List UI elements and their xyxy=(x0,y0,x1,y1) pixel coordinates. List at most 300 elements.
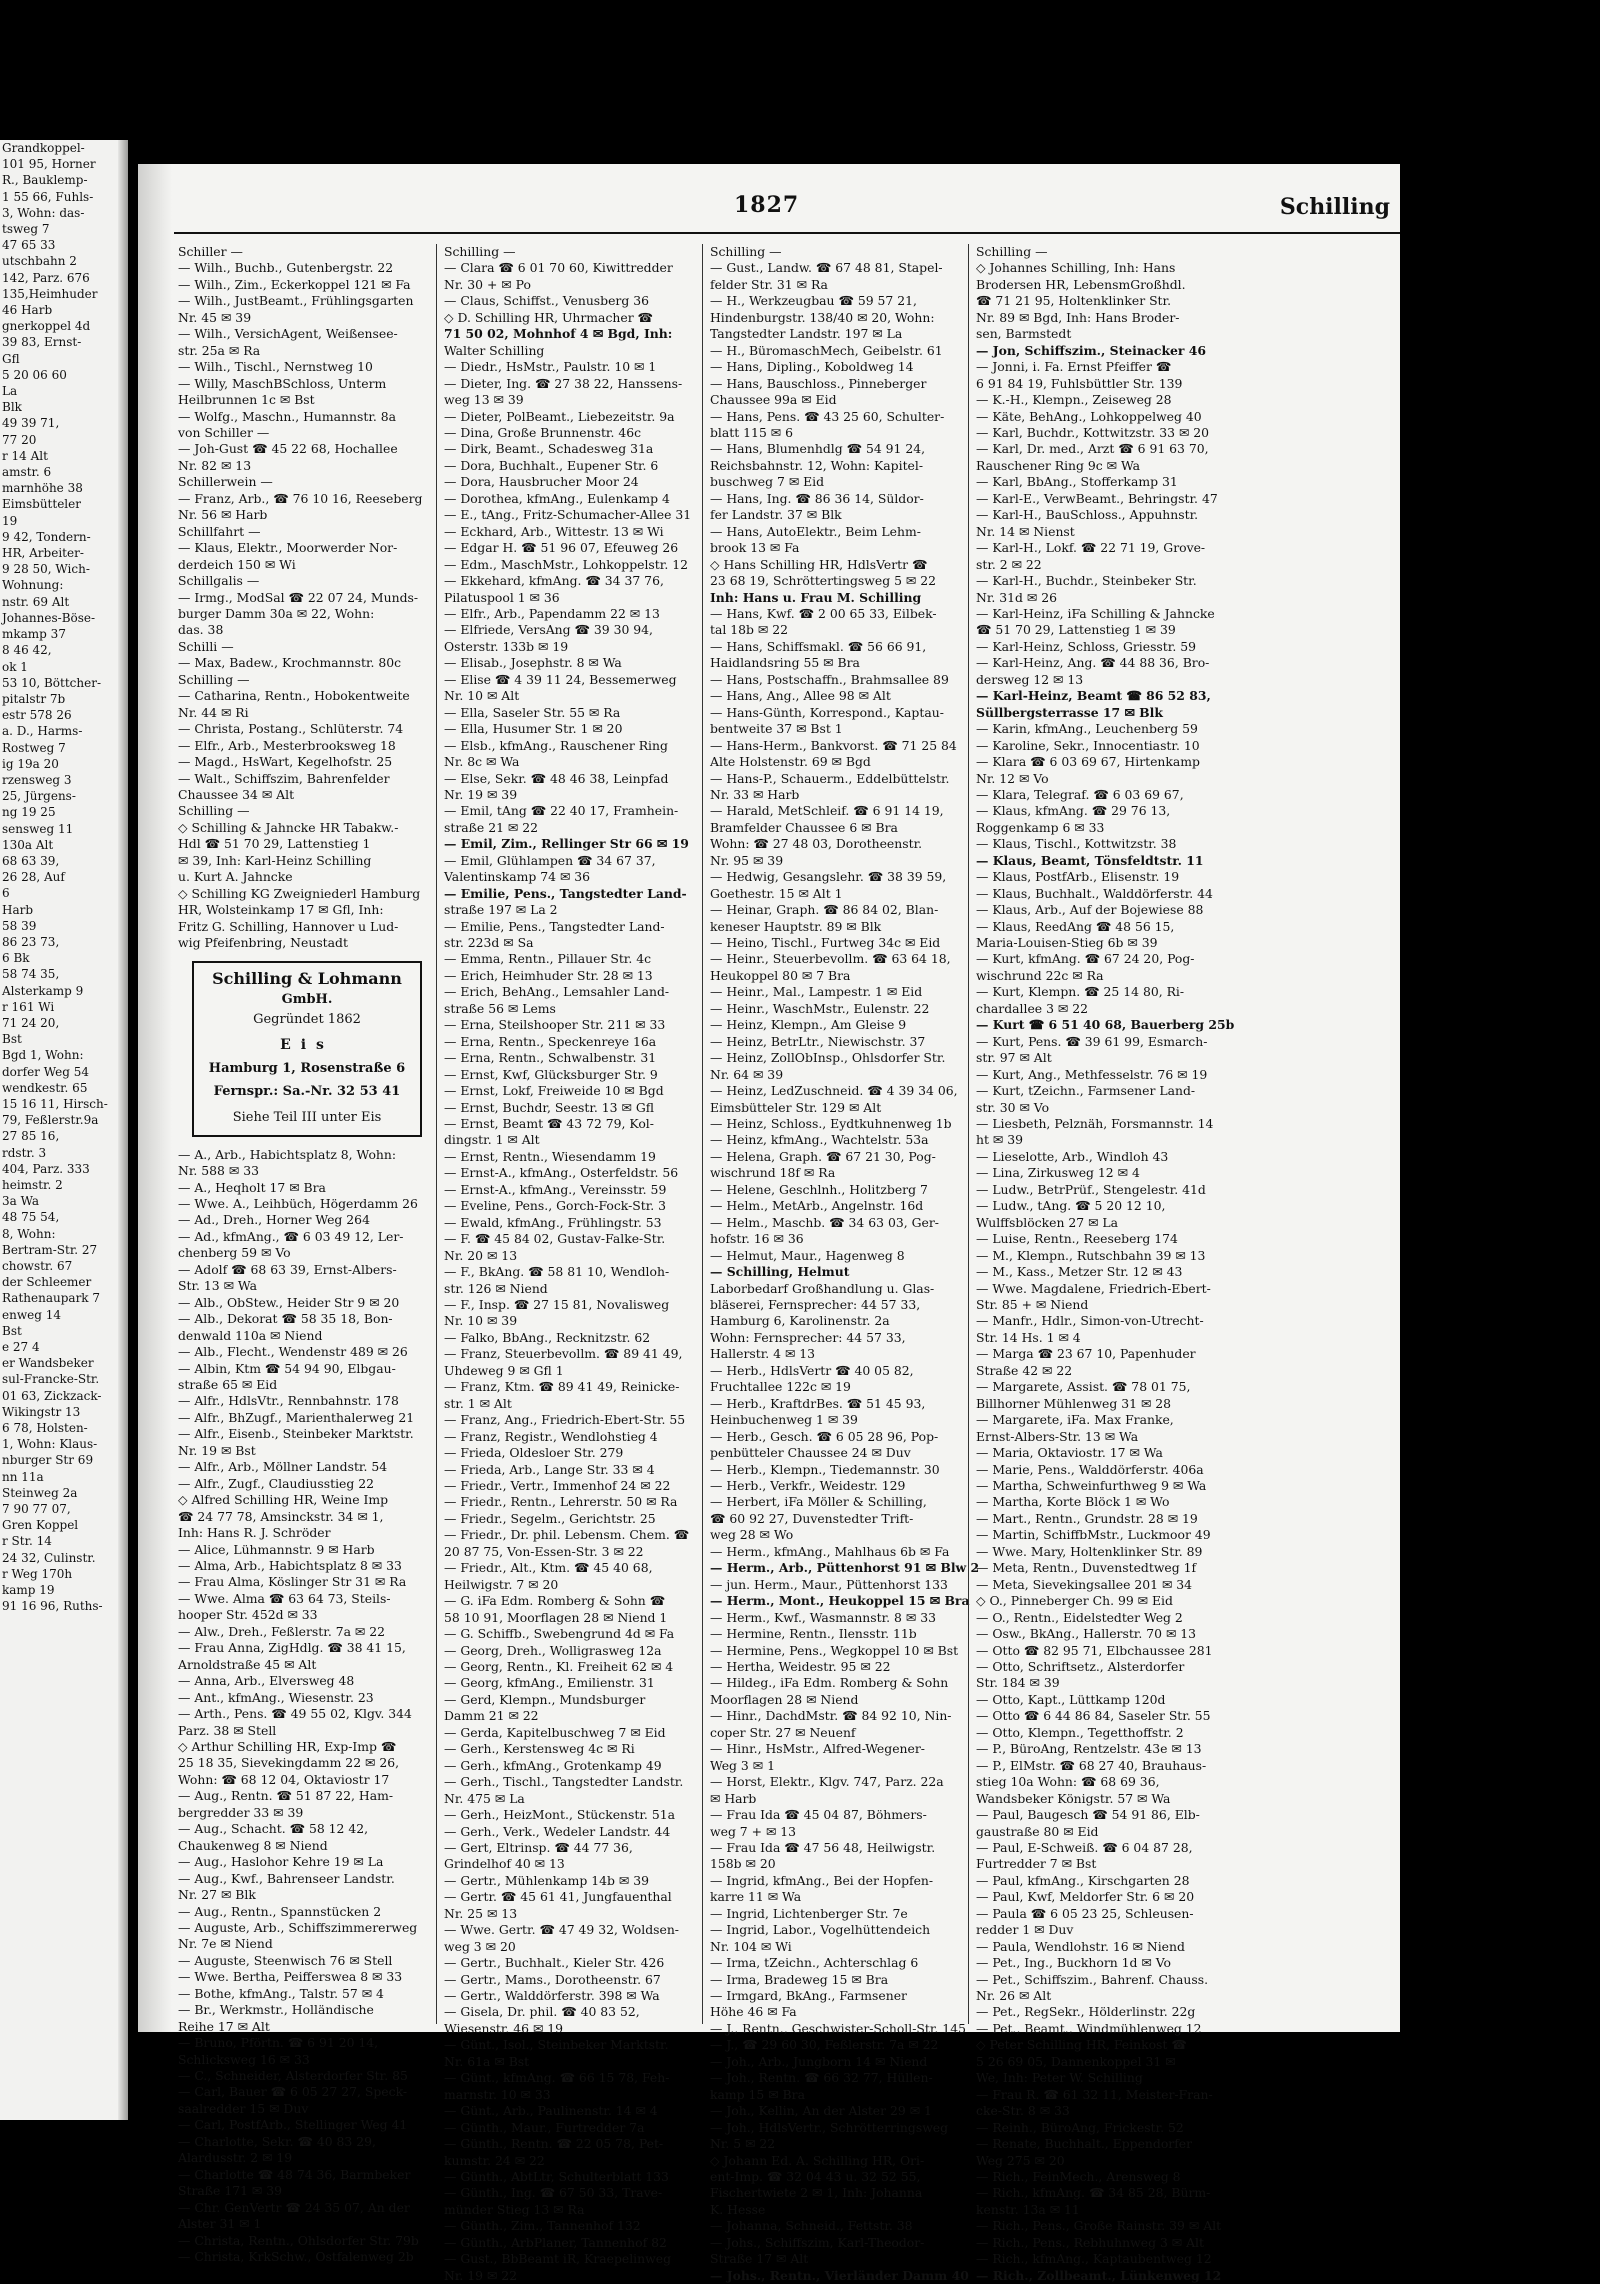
directory-entry: — Ella, Husumer Str. 1 ✉ 20 xyxy=(444,721,623,737)
directory-entry: — Claus, Schiffst., Venusberg 36 xyxy=(444,293,649,309)
directory-entry: Alardusstr. 2 ✉ 19 xyxy=(178,2150,293,2166)
directory-entry: — A., Heqholt 17 ✉ Bra xyxy=(178,1179,326,1195)
directory-entry: — Paula ☎ 6 05 23 25, Schleusen- xyxy=(976,1905,1194,1921)
directory-entry: — Johanna, Schneid., Fettstr. 38 xyxy=(710,2218,913,2234)
previous-page-line: 6 xyxy=(2,886,10,901)
page-running-head: Schilling xyxy=(1279,194,1390,220)
directory-entry: — M., Kass., Metzer Str. 12 ✉ 43 xyxy=(976,1264,1183,1280)
previous-page-line: 86 23 73, xyxy=(2,934,60,949)
directory-entry: Reihe 17 ✉ Alt xyxy=(178,2018,270,2034)
directory-entry: — Helm., MetArb., Angelnstr. 16d xyxy=(710,1198,924,1214)
directory-entry: — Margarete, iFa. Max Franke, xyxy=(976,1412,1174,1428)
directory-entry: — Franz, Steuerbevollm. ☎ 89 41 49, xyxy=(444,1346,683,1362)
column-4 xyxy=(976,244,1235,2283)
directory-entry: Osterstr. 133b ✉ 19 xyxy=(444,638,569,654)
directory-entry: — Max, Badew., Krochmannstr. 80c xyxy=(178,655,402,671)
directory-entry: Str. 184 ✉ 39 xyxy=(976,1675,1060,1691)
advertisement-box xyxy=(192,961,422,1136)
directory-entry: — Helena, Graph. ☎ 67 21 30, Pog- xyxy=(710,1148,936,1164)
directory-entry: — Käte, BehAng., Lohkoppelweg 40 xyxy=(976,408,1202,424)
directory-entry: blatt 115 ✉ 6 xyxy=(710,424,793,440)
directory-entry: — Hans-Herm., Bankvorst. ☎ 71 25 84 xyxy=(710,737,957,753)
directory-entry: — Gertr., Mams., Dorotheenstr. 67 xyxy=(444,1971,661,1987)
directory-entry: Nr. 588 ✉ 33 xyxy=(178,1163,259,1179)
previous-page-line: chowstr. 67 xyxy=(2,1259,73,1274)
directory-entry: — Helm., Maschb. ☎ 34 63 03, Ger- xyxy=(710,1214,939,1230)
ad-product: Eis xyxy=(280,1036,334,1053)
directory-entry: — F., Insp. ☎ 27 15 81, Novalisweg xyxy=(444,1297,670,1312)
directory-entry: — Aug., Rentn. ☎ 51 87 22, Ham- xyxy=(178,1788,394,1804)
directory-entry: Schilling — xyxy=(444,244,516,259)
directory-entry: — Dieter, Ing. ☎ 27 38 22, Hanssens- xyxy=(444,375,683,391)
directory-entry: — Georg, Dreh., Wolligrasweg 12a xyxy=(444,1642,662,1658)
directory-entry: ☎ 60 92 27, Duvenstedter Trift- xyxy=(710,1510,914,1526)
previous-page-line: 5 20 06 60 xyxy=(2,367,67,382)
directory-entry: — Elisab., Josephstr. 8 ✉ Wa xyxy=(444,655,622,671)
directory-entry: — Lina, Zirkusweg 12 ✉ 4 xyxy=(976,1165,1140,1181)
directory-entry: — Charlotte ☎ 48 74 36, Barmbeker xyxy=(178,2166,411,2182)
directory-entry: — Horst, Elektr., Klgv. 747, Parz. 22a xyxy=(710,1774,944,1790)
previous-page-line: sul-Francke-Str. xyxy=(2,1372,100,1387)
directory-entry: 6 91 84 19, Fuhlsbüttler Str. 139 xyxy=(976,375,1183,391)
previous-page-line: 24 32, Culinstr. xyxy=(2,1550,96,1565)
directory-entry: — Ludw., BetrPrüf., Stengelestr. 41d xyxy=(976,1181,1206,1197)
previous-page-line: Bgd 1, Wohn: xyxy=(2,1048,84,1063)
directory-entry: — Kurt, kfmAng. ☎ 67 24 20, Pog- xyxy=(976,951,1195,967)
directory-entry: — Heinr., WaschMstr., Eulenstr. 22 xyxy=(710,1000,930,1016)
directory-entry: — Heinz, LedZuschneid. ☎ 4 39 34 06, xyxy=(710,1083,958,1099)
directory-entry: — Willy, MaschBSchloss, Unterm xyxy=(178,375,387,391)
directory-entry: — Günt., Isol., Steinbeker Marktstr. xyxy=(444,2037,669,2053)
directory-entry: Wandsbeker Königstr. 57 ✉ Wa xyxy=(976,1790,1171,1806)
previous-page-line: nn 11a xyxy=(2,1469,44,1484)
previous-page-line: 101 95, Horner xyxy=(2,157,96,172)
directory-entry: Walter Schilling xyxy=(444,342,545,358)
previous-page-line: 142, Parz. 676 xyxy=(2,270,90,285)
previous-page-text xyxy=(0,140,128,1614)
directory-entry: — Irmg., ModSal ☎ 22 07 24, Munds- xyxy=(178,589,419,605)
directory-entry: — Heinz, kfmAng., Wachtelstr. 53a xyxy=(710,1132,929,1148)
directory-entry: — Dora, Hausbrucher Moor 24 xyxy=(444,474,639,490)
directory-entry: — Erich, BehAng., Lemsahler Land- xyxy=(444,984,670,1000)
directory-entry: — Karl-Heinz, iFa Schilling & Jahncke xyxy=(976,605,1215,621)
directory-entry: Schiller — xyxy=(178,244,243,259)
directory-entry: Hdl ☎ 51 70 29, Lattenstieg 1 xyxy=(178,836,371,852)
directory-entry: — Günth., Maur., Furtredder 7a xyxy=(444,2119,645,2135)
directory-entry: fer Landstr. 37 ✉ Blk xyxy=(710,507,842,523)
directory-entry: — Johs., Rentn., Vierländer Damm 40 xyxy=(710,2267,969,2283)
directory-entry: — Joh-Gust ☎ 45 22 68, Hochallee xyxy=(178,441,398,457)
directory-entry: — Herb., HdlsVertr ☎ 40 05 82, xyxy=(710,1362,914,1378)
directory-entry: — Otto, Schriftsetz., Alsterdorfer xyxy=(976,1658,1185,1674)
directory-entry: — Dirk, Beamt., Schadesweg 31a xyxy=(444,441,654,457)
directory-entry: — Günth., AbtLtr, Schulterblatt 133 xyxy=(444,2169,669,2185)
directory-entry: bergredder 33 ✉ 39 xyxy=(178,1804,304,1820)
previous-page-line: ig 19a 20 xyxy=(2,756,59,771)
directory-entry: — Luise, Rentn., Reeseberg 174 xyxy=(976,1231,1178,1247)
directory-entry: — Gerh., Kerstensweg 4c ✉ Ri xyxy=(444,1741,635,1757)
previous-page-line: HR, Arbeiter- xyxy=(2,546,84,561)
directory-entry: — Ernst, Beamt ☎ 43 72 79, Kol- xyxy=(444,1116,654,1132)
directory-entry: — Lieselotte, Arb., Windloh 43 xyxy=(976,1148,1169,1164)
directory-entry: — Gert, Eltrinsp. ☎ 44 77 36, xyxy=(444,1839,633,1855)
directory-entry: — Falko, BbAng., Recknitzstr. 62 xyxy=(444,1329,651,1345)
previous-page-line: Bertram-Str. 27 xyxy=(2,1242,98,1257)
directory-entry: weg 13 ✉ 39 xyxy=(444,392,524,408)
directory-entry: — Martha, Korte Blöck 1 ✉ Wo xyxy=(976,1494,1170,1510)
directory-entry: — Klara ☎ 6 03 69 67, Hirtenkamp xyxy=(976,754,1200,770)
directory-entry: — Paul, Kwf, Meldorfer Str. 6 ✉ 20 xyxy=(976,1889,1195,1905)
directory-entry: — Paula, Wendlohstr. 16 ✉ Niend xyxy=(976,1938,1185,1954)
directory-entry: Straße 42 ✉ 22 xyxy=(976,1362,1073,1378)
directory-entry: — Edgar H. ☎ 51 96 07, Efeuweg 26 xyxy=(444,540,679,556)
directory-entry: weg 3 ✉ 20 xyxy=(444,1938,516,1954)
directory-entry: 5 26 69 05, Dannenkoppel 31 ✉ xyxy=(976,2053,1176,2069)
directory-entry: — Clara ☎ 6 01 70 60, Kiwittredder xyxy=(444,260,673,276)
page-gutter xyxy=(118,140,128,2120)
directory-entry: str. 25a ✉ Ra xyxy=(178,342,261,358)
directory-entry: — Hans, AutoElektr., Beim Lehm- xyxy=(710,523,921,539)
page-header xyxy=(174,170,1400,230)
directory-entry: — Wwe. Magdalene, Friedrich-Ebert- xyxy=(976,1280,1211,1296)
directory-entry: Weg 3 ✉ 1 xyxy=(710,1757,775,1773)
directory-entry: — Frieda, Oldesloer Str. 279 xyxy=(444,1445,624,1461)
directory-entry: — Wwe. Mary, Holtenklinker Str. 89 xyxy=(976,1543,1203,1559)
directory-entry: — Hans, Postschaffn., Brahmsallee 89 xyxy=(710,671,949,687)
directory-entry: — Alfr., Arb., Möllner Landstr. 54 xyxy=(178,1459,388,1475)
directory-entry: — Dorothea, kfmAng., Eulenkamp 4 xyxy=(444,490,670,506)
directory-entry: — Schilling, Helmut xyxy=(710,1264,850,1280)
previous-page-line: er Wandsbeker xyxy=(2,1356,94,1371)
directory-entry: — Christa, KrkSchw., Ostfalenweg 2b xyxy=(178,2249,414,2265)
directory-entry: — Alb., ObStew., Heider Str 9 ✉ 20 xyxy=(178,1294,400,1310)
directory-entry: Nr. 31d ✉ 26 xyxy=(976,589,1058,605)
directory-entry: — Catharina, Rentn., Hobokentweite xyxy=(178,688,410,704)
directory-entry: Nr. 20 ✉ 13 xyxy=(444,1247,518,1263)
directory-entry: — Ad., Dreh., Horner Weg 264 xyxy=(178,1212,370,1228)
directory-entry: Hindenburgstr. 138/40 ✉ 20, Wohn: xyxy=(710,309,935,325)
previous-page-line: 8, Wohn: xyxy=(2,1226,56,1241)
previous-page-line: 3, Wohn: das- xyxy=(2,205,85,220)
directory-entry: — Gust., Landw. ☎ 67 48 81, Stapel- xyxy=(710,260,943,276)
directory-entry: Weg 275 ✉ 20 xyxy=(976,2152,1065,2168)
directory-entry: straße 197 ✉ La 2 xyxy=(444,902,558,918)
directory-entry: — Eckhard, Arb., Wittestr. 13 ✉ Wi xyxy=(444,523,664,539)
directory-entry: — Gerh., HeizMont., Stückenstr. 51a xyxy=(444,1807,675,1823)
directory-entry: — Bothe, kfmAng., Talstr. 57 ✉ 4 xyxy=(178,1985,384,2001)
directory-entry: Schilling — xyxy=(178,671,250,687)
directory-entry: Nr. 44 ✉ Ri xyxy=(178,704,249,720)
directory-entry: hofstr. 16 ✉ 36 xyxy=(710,1231,804,1247)
directory-entry: Wohn: ☎ 27 48 03, Dorotheenstr. xyxy=(710,836,923,852)
previous-page-line: 130a Alt xyxy=(2,837,54,852)
previous-page-line: 71 24 20, xyxy=(2,1015,60,1030)
previous-page-line: 9 28 50, Wich- xyxy=(2,562,90,577)
directory-entry: — Wwe. A., Leihbüch, Högerdamm 26 xyxy=(178,1196,418,1212)
directory-entry: wischrund 18f ✉ Ra xyxy=(710,1165,836,1181)
directory-entry: — Hans, Kwf. ☎ 2 00 65 33, Eilbek- xyxy=(710,605,937,621)
directory-entry: derdeich 150 ✉ Wi xyxy=(178,556,296,572)
directory-entry: — Frieda, Arb., Lange Str. 33 ✉ 4 xyxy=(444,1461,655,1477)
directory-entry: — Rich., Pens., Große Rainstr. 39 ✉ Alt xyxy=(976,2218,1222,2234)
directory-entry: — Joh., Kellin, An der Alster 29 ✉ 1 xyxy=(710,2103,932,2119)
directory-entry: — Pet., RegSekr., Hölderlinstr. 22g xyxy=(976,2004,1196,2020)
directory-entry: — Hildeg., iFa Edm. Romberg & Sohn xyxy=(710,1675,949,1691)
directory-entry: straße 21 ✉ 22 xyxy=(444,819,538,835)
directory-entry: — Emilie, Pens., Tangstedter Land- xyxy=(444,918,665,934)
previous-page-line: der Schleemer xyxy=(2,1275,92,1290)
previous-page-line: ng 19 25 xyxy=(2,805,56,820)
directory-entry: Straße 171 ✉ 39 xyxy=(178,2183,283,2199)
directory-entry: chenberg 59 ✉ Vo xyxy=(178,1245,291,1261)
directory-entry: — Klaus, Tischl., Kottwitzstr. 38 xyxy=(976,836,1177,852)
directory-entry: — Karl, Dr. med., Arzt ☎ 6 91 63 70, xyxy=(976,441,1209,457)
directory-entry: — Aug., Haslohor Kehre 19 ✉ La xyxy=(178,1854,384,1870)
directory-entry: — Rich., kfmAng., Kaptaubentweg 12 xyxy=(976,2251,1212,2267)
directory-entry: denwald 110a ✉ Niend xyxy=(178,1327,323,1343)
directory-entry: — Wilh., Buchb., Gutenbergstr. 22 xyxy=(178,260,394,276)
directory-entry: — Martha, Schweinfurthweg 9 ✉ Wa xyxy=(976,1477,1207,1493)
directory-entry: Furtredder 7 ✉ Bst xyxy=(976,1856,1097,1872)
directory-entry: — Ekkehard, kfmAng. ☎ 34 37 76, xyxy=(444,573,664,589)
directory-entry: ◇ Alfred Schilling HR, Weine Imp xyxy=(178,1492,389,1508)
directory-entry: — Pet., Beamt., Windmühlenweg 12 xyxy=(976,2020,1202,2036)
previous-page-line: 58 39 xyxy=(2,918,37,933)
directory-entry: kumstr. 24 ✉ 22 xyxy=(444,2152,545,2168)
directory-entry: — Rich., FeinMech., Arensweg 8 xyxy=(976,2169,1181,2185)
directory-entry: Schillgalis — xyxy=(178,573,260,589)
directory-entry: ht ✉ 39 xyxy=(976,1132,1023,1148)
directory-entry: Str. 85 + ✉ Niend xyxy=(976,1297,1089,1312)
previous-page-line: 27 85 16, xyxy=(2,1129,60,1144)
directory-entry: ◇ Schilling & Jahncke HR Tabakw.- xyxy=(178,819,399,835)
directory-entry: — Friedr., Segelm., Gerichtstr. 25 xyxy=(444,1510,656,1526)
directory-entry: — Kurt, Klempn. ☎ 25 14 80, Ri- xyxy=(976,984,1185,1000)
directory-entry: — Gerh., kfmAng., Grotenkamp 49 xyxy=(444,1757,662,1773)
directory-entry: Eimsbütteler Str. 129 ✉ Alt xyxy=(710,1099,882,1115)
column-3 xyxy=(710,244,980,2283)
directory-entry: — J., Rentn., Geschwister-Scholl-Str. 145 xyxy=(710,2020,966,2036)
directory-entry: Chaussee 99a ✉ Eid xyxy=(710,392,837,408)
previous-page-line: 39 83, Ernst- xyxy=(2,335,82,350)
directory-entry: — Emilie, Pens., Tangstedter Land- xyxy=(444,885,687,901)
previous-page-line: marnhöhe 38 xyxy=(2,481,83,496)
directory-entry: — Irma, Bradeweg 15 ✉ Bra xyxy=(710,1971,889,1987)
directory-entry: — Herb., Verkfr., Weidestr. 129 xyxy=(710,1477,906,1493)
directory-entry: bläserei, Fernsprecher: 44 57 33, xyxy=(710,1297,921,1312)
previous-page-line: r Str. 14 xyxy=(2,1534,52,1549)
directory-entry: Nr. 10 ✉ 39 xyxy=(444,1313,518,1329)
directory-entry: — Reinh., BüroAng, Frickestr. 52 xyxy=(976,2119,1184,2135)
directory-entry: — Heinz, Schloss., Eydtkuhnenweg 1b xyxy=(710,1116,952,1132)
previous-page-line: Rostweg 7 xyxy=(2,740,66,755)
directory-entry: Hallerstr. 4 ✉ 13 xyxy=(710,1346,816,1362)
directory-entry: — Frau Alma, Köslinger Str 31 ✉ Ra xyxy=(178,1574,407,1590)
directory-entry: — Hans, Schiffsmakl. ☎ 56 66 91, xyxy=(710,638,927,654)
directory-entry: — Heinar, Graph. ☎ 86 84 02, Blan- xyxy=(710,902,939,918)
directory-entry: — Otto, Kapt., Lüttkamp 120d xyxy=(976,1691,1166,1707)
directory-entry: — Gisela, Dr. phil. ☎ 40 83 52, xyxy=(444,2004,640,2020)
directory-entry: — K.-H., Klempn., Zeiseweg 28 xyxy=(976,392,1172,408)
ad-reference: Siehe Teil III unter Eis xyxy=(232,1110,382,1126)
directory-entry: — Hans, Bauschloss., Pinneberger xyxy=(710,375,927,391)
directory-entry: Goethestr. 15 ✉ Alt 1 xyxy=(710,885,843,901)
column-divider xyxy=(702,244,703,2024)
directory-entry: K. Hesse xyxy=(710,2201,766,2217)
directory-entry: — Herbert, iFa Möller & Schilling, xyxy=(710,1494,927,1510)
previous-page-line: 91 16 96, Ruths- xyxy=(2,1599,103,1614)
directory-entry: — Eveline, Pens., Gorch-Fock-Str. 3 xyxy=(444,1198,667,1214)
directory-entry: stieg 10a Wohn: ☎ 68 69 36, xyxy=(976,1774,1160,1790)
directory-entry: — A., Arb., Habichtsplatz 8, Wohn: xyxy=(178,1146,397,1162)
directory-entry: Nr. 5 ✉ 22 xyxy=(710,2136,776,2152)
directory-entry: Nr. 19 ✉ 22 xyxy=(444,2267,518,2283)
directory-entry: Süllbergsterrasse 17 ✉ Blk xyxy=(976,704,1163,720)
directory-entry: — Kurt, tZeichn., Farmsener Land- xyxy=(976,1083,1196,1099)
previous-page-line: 1, Wohn: Klaus- xyxy=(2,1437,98,1452)
directory-entry: — Gertr., Mühlenkamp 14b ✉ 39 xyxy=(444,1872,650,1888)
directory-entry: — Klaus, PostfArb., Elisenstr. 19 xyxy=(976,869,1180,885)
directory-entry: — Klaus, ReedAng ☎ 48 56 15, xyxy=(976,918,1175,934)
directory-entry: Heilwigstr. 7 ✉ 20 xyxy=(444,1576,559,1592)
directory-entry: — Otto ☎ 82 95 71, Elbchaussee 281 xyxy=(976,1642,1213,1658)
directory-entry: Chaukenweg 8 ✉ Niend xyxy=(178,1837,328,1853)
directory-entry: — Elfriede, VersAng ☎ 39 30 94, xyxy=(444,622,653,638)
directory-entry: Maria-Louisen-Stieg 6b ✉ 39 xyxy=(976,935,1158,951)
directory-entry: Nr. 19 ✉ 39 xyxy=(444,786,518,802)
previous-page-line: wendkestr. 65 xyxy=(2,1080,88,1095)
directory-entry: — Klaus, Beamt, Tönsfeldtstr. 11 xyxy=(976,852,1204,868)
directory-entry: — Mart., Rentn., Grundstr. 28 ✉ 19 xyxy=(976,1510,1198,1526)
directory-entry: str. 30 ✉ Vo xyxy=(976,1099,1050,1115)
previous-page-line: 1 55 66, Fuhls- xyxy=(2,189,94,204)
directory-entry: — Jonni, i. Fa. Ernst Pfeiffer ☎ xyxy=(976,359,1172,375)
directory-entry: — Wilh., Tischl., Nernstweg 10 xyxy=(178,359,373,375)
directory-entry: tal 18b ✉ 22 xyxy=(710,622,788,638)
directory-entry: Höhe 46 ✉ Fa xyxy=(710,2004,797,2020)
directory-entry: — Gerh., Tischl., Tangstedter Landstr. xyxy=(444,1774,684,1790)
directory-entry: — Wilh., VersichAgent, Weißensee- xyxy=(178,326,398,342)
column-1 xyxy=(178,244,430,2265)
directory-entry: straße 65 ✉ Eid xyxy=(178,1377,278,1392)
directory-entry: Tangstedter Landstr. 197 ✉ La xyxy=(710,326,903,342)
directory-entry: — Rich., kfmAng. ☎ 34 85 28, Bürm- xyxy=(976,2185,1211,2201)
directory-entry: — Helene, Geschlnh., Holitzberg 7 xyxy=(710,1181,928,1197)
directory-entry: — Ernst-A., kfmAng., Vereinsstr. 59 xyxy=(444,1181,667,1197)
previous-page-line: Johannes-Böse- xyxy=(2,610,96,625)
directory-entry: — Johs., Schiffszim, Karl-Theodor- xyxy=(710,2234,925,2250)
directory-entry: — Helmut, Maur., Hagenweg 8 xyxy=(710,1247,905,1263)
previous-page-line: 47 65 33 xyxy=(2,238,56,253)
page-number: 1827 xyxy=(734,192,800,218)
directory-entry: — Heinz, Klempn., Am Gleise 9 xyxy=(710,1017,907,1033)
directory-entry: — Wolfg., Maschn., Humannstr. 8a xyxy=(178,408,397,424)
directory-entry: hooper Str. 452d ✉ 33 xyxy=(178,1607,318,1623)
directory-entry: ◇ D. Schilling HR, Uhrmacher ☎ xyxy=(444,309,653,325)
directory-entry: — Paul, kfmAng., Kirschgarten 28 xyxy=(976,1872,1190,1888)
previous-page-line: estr 578 26 xyxy=(2,708,72,723)
directory-entry: Rauschener Ring 9c ✉ Wa xyxy=(976,457,1141,473)
directory-entry: — Hertha, Weidestr. 95 ✉ 22 xyxy=(710,1658,891,1674)
directory-entry: — Alice, Lühmannstr. 9 ✉ Harb xyxy=(178,1541,375,1557)
previous-page-line: 68 63 39, xyxy=(2,853,60,868)
directory-entry: chardallee 3 ✉ 22 xyxy=(976,1000,1088,1016)
directory-entry: Hamburg 6, Karolinenstr. 2a xyxy=(710,1313,890,1329)
directory-entry: saalredder 15 ✉ Duv xyxy=(178,2100,309,2116)
directory-entry: ◇ Johannes Schilling, Inh: Hans xyxy=(976,260,1176,276)
directory-entry: Laborbedarf Großhandlung u. Glas- xyxy=(710,1280,935,1296)
directory-entry: — Joh., Arb., Jungborn 14 ✉ Niend xyxy=(710,2053,928,2069)
previous-page-line: 19 xyxy=(2,513,18,528)
directory-entry: Arnoldstraße 45 ✉ Alt xyxy=(178,1656,317,1672)
directory-entry: redder 1 ✉ Duv xyxy=(976,1922,1074,1938)
directory-entry: — J., ☎ 29 60 30, Feßlerstr. 7a ✉ 22 xyxy=(710,2037,939,2053)
directory-entry: — Heinz, BetrLtr., Niewischstr. 37 xyxy=(710,1033,926,1049)
directory-entry: — Gertr., Walddörferstr. 398 ✉ Wa xyxy=(444,1988,660,2004)
directory-entry: — Harald, MetSchleif. ☎ 6 91 14 19, xyxy=(710,803,944,819)
directory-entry: — H., Werkzeugbau ☎ 59 57 21, xyxy=(710,293,917,309)
previous-page-line: rdstr. 3 xyxy=(2,1145,47,1160)
directory-entry: — Manfr., Hdlr., Simon-von-Utrecht- xyxy=(976,1313,1204,1329)
directory-entry: — Elfr., Arb., Mesterbrooksweg 18 xyxy=(178,737,396,753)
previous-page-line: r Weg 170h xyxy=(2,1566,73,1581)
directory-entry: — Elfr., Arb., Papendamm 22 ✉ 13 xyxy=(444,605,660,621)
directory-entry: ◇ Schilling KG Zweigniederl Hamburg xyxy=(178,885,421,901)
directory-entry: — Aug., Kwf., Bahrenseer Landstr. xyxy=(178,1870,395,1886)
directory-entry: wischrund 22c ✉ Ra xyxy=(976,967,1104,983)
directory-entry: — Gerh., Verk., Wedeler Landstr. 44 xyxy=(444,1823,671,1839)
previous-page-line: r 14 Alt xyxy=(2,448,48,463)
directory-entry: — Franz, Ktm. ☎ 89 41 49, Reinicke- xyxy=(444,1379,680,1395)
directory-entry: Str. 14 Hs. 1 ✉ 4 xyxy=(976,1329,1081,1345)
directory-entry: — Alw., Dreh., Feßlerstr. 7a ✉ 22 xyxy=(178,1623,385,1639)
directory-entry: — Klaus, Arb., Auf der Bojewiese 88 xyxy=(976,902,1204,918)
previous-page-line: sensweg 11 xyxy=(2,821,74,836)
directory-entry: — Bruno, Pförtn. ☎ 6 91 20 14, xyxy=(178,2035,379,2051)
previous-page-line: 26 28, Auf xyxy=(2,870,65,885)
directory-entry: — F. ☎ 45 84 02, Gustav-Falke-Str. xyxy=(444,1231,666,1247)
directory-entry: — Dieter, PolBeamt., Liebezeitstr. 9a xyxy=(444,408,675,424)
directory-entry: Nr. 61a ✉ Bst xyxy=(444,2053,530,2069)
directory-entry: — Magd., HsWart, Kegelhofstr. 25 xyxy=(178,754,393,770)
directory-entry: — G. iFa Edm. Romberg & Sohn ☎ xyxy=(444,1593,666,1609)
directory-entry: — Ernst, Lokf, Freiweide 10 ✉ Bgd xyxy=(444,1083,664,1099)
directory-entry: ✉ 39, Inh: Karl-Heinz Schilling xyxy=(178,852,372,868)
directory-entry: — Ernst, Buchdr, Seestr. 13 ✉ Gfl xyxy=(444,1099,654,1115)
directory-entry: str. 97 ✉ Alt xyxy=(976,1050,1052,1066)
directory-entry: — Irma, tZeichn., Achterschlag 6 xyxy=(710,1955,919,1971)
directory-entry: — Heinr., Mal., Lampestr. 1 ✉ Eid xyxy=(710,984,923,1000)
directory-entry: — Arth., Pens. ☎ 49 55 02, Klgv. 344 xyxy=(178,1706,412,1722)
directory-entry: — O., Rentn., Eidelstedter Weg 2 xyxy=(976,1609,1183,1625)
directory-entry: brook 13 ✉ Fa xyxy=(710,540,800,556)
directory-entry: — Klara, Telegraf. ☎ 6 03 69 67, xyxy=(976,786,1184,802)
directory-entry: Valentinskamp 74 ✉ 36 xyxy=(444,869,591,885)
directory-entry: — Pet., Schiffszim., Bahrenf. Chauss. xyxy=(976,1971,1209,1987)
directory-entry: — Kurt, Pens. ☎ 39 61 99, Esmarch- xyxy=(976,1033,1208,1049)
ad-company-name: Schilling & Lohmann xyxy=(212,969,402,989)
directory-entry: — Erich, Heimhuder Str. 28 ✉ 13 xyxy=(444,967,653,983)
directory-entry: Nr. 475 ✉ La xyxy=(444,1790,525,1806)
directory-entry: Nr. 26 ✉ Alt xyxy=(976,1988,1052,2004)
directory-entry: cke-Str. 8 ✉ 33 xyxy=(976,2103,1070,2119)
previous-page-line: Harb xyxy=(2,902,34,917)
previous-page-line: Steinweg 2a xyxy=(2,1485,78,1500)
directory-entry: ◇ Peter Schilling HR, Feinkost ☎ xyxy=(976,2037,1187,2053)
directory-entry: — Herb., Gesch. ☎ 6 05 28 96, Pop- xyxy=(710,1428,939,1444)
directory-entry: — Herb., Klempn., Tiedemannstr. 30 xyxy=(710,1461,940,1477)
directory-entry: 25 18 35, Sievekingdamm 22 ✉ 26, xyxy=(178,1755,400,1771)
